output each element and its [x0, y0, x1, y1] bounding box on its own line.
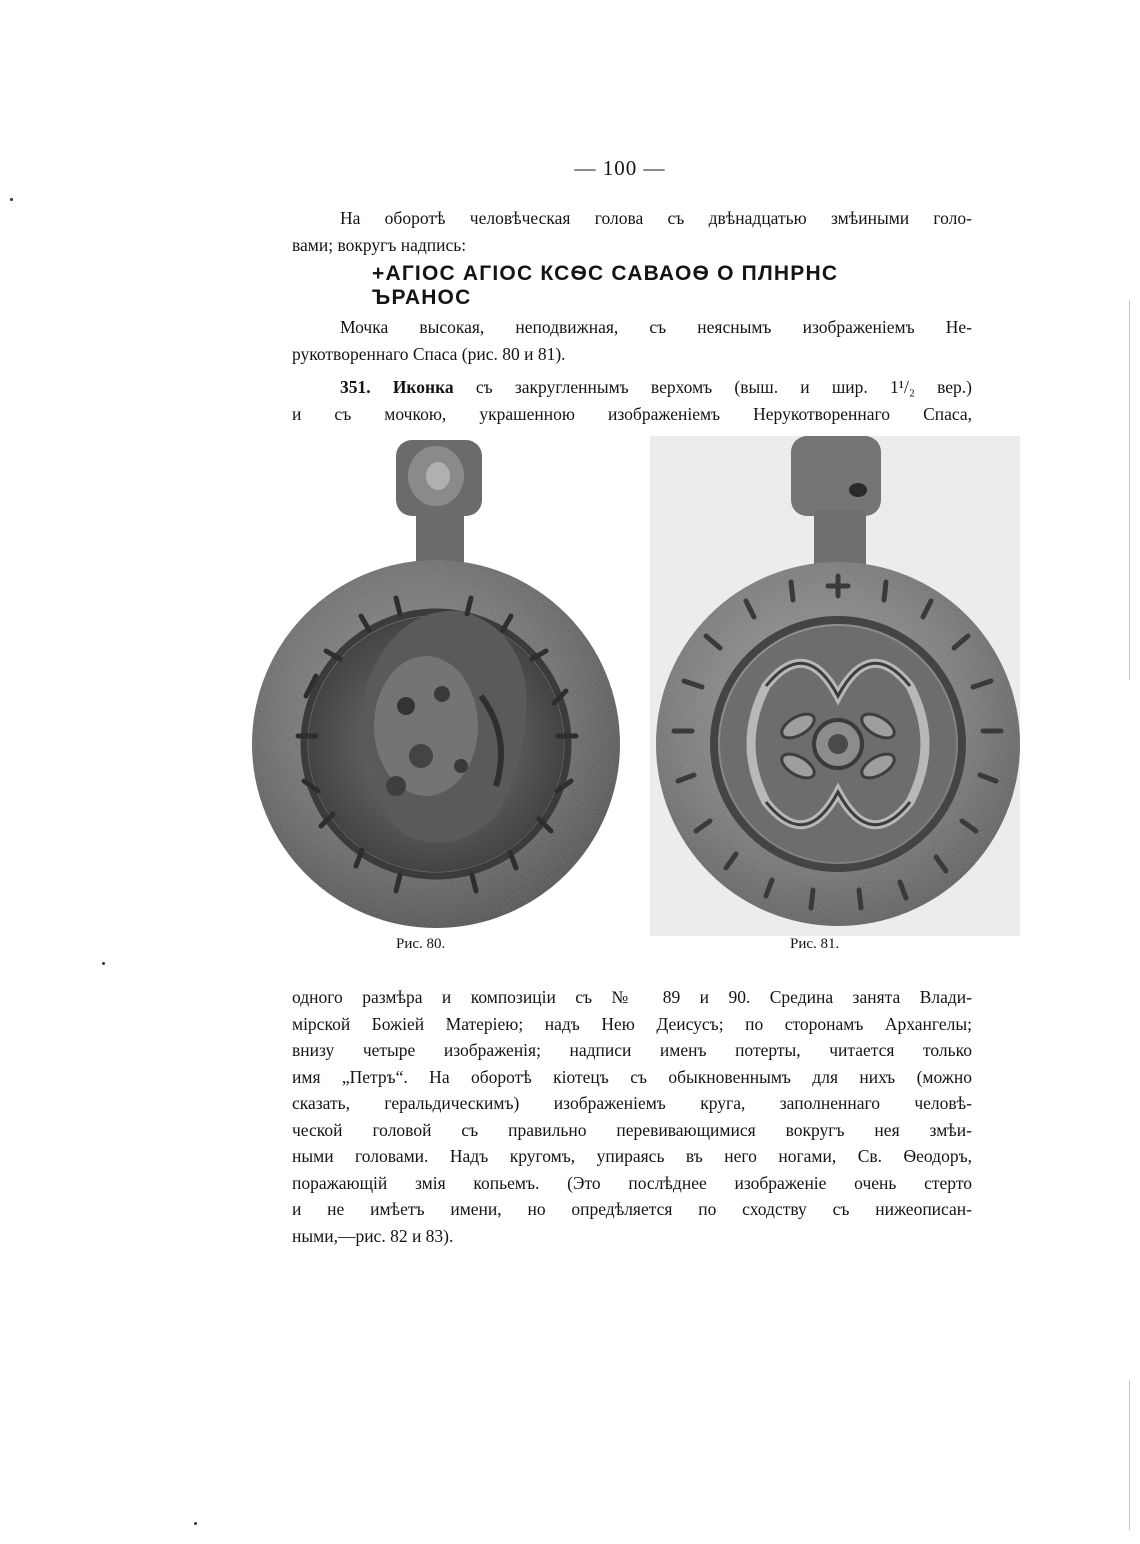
paragraph-reverse-description [292, 205, 972, 258]
text-line: рукотвореннаго Спаса (рис. 80 и 81). [292, 343, 566, 364]
scan-edge-line [1129, 1380, 1130, 1530]
page-number: — 100 — [574, 156, 666, 180]
paragraph-continuation [292, 984, 972, 1249]
figure-caption-81: Рис. 81. [790, 936, 840, 952]
item-number: 351. [340, 377, 371, 397]
text-line: ческой головой съ правильно перевивающимися вокругъ нея змѣи- [292, 1119, 972, 1140]
item-dimensions: съ закругленнымъ верхомъ (выш. и шир. 1¹/₂ вер.) [475, 377, 973, 397]
text-line: Мочка высокая, неподвижная, съ неяснымъ изображеніемъ Не- [340, 317, 972, 337]
text-line: поражающій змія копьемъ. (Это послѣднее изображеніе очень стерто [292, 1172, 972, 1193]
text-line: и съ мочкою, украшенною изображеніемъ Нерукотвореннаго Спаса, [292, 403, 972, 424]
text-line: мірской Божіей Матеріею; надъ Нею Деисусъ; по сторонамъ Архангелы; [292, 1013, 972, 1034]
figures-photograph [246, 436, 1020, 936]
text-line: На оборотѣ человѣческая голова съ двѣнадцатью змѣиными голо- [340, 208, 972, 228]
text-line: внизу четыре изображенія; надписи именъ потерты, читается только [292, 1040, 972, 1060]
paragraph-item-351 [292, 374, 972, 427]
scan-edge-line [1129, 300, 1130, 680]
scan-speck [194, 1522, 197, 1525]
medallion-figure-80 [252, 440, 620, 928]
text-line [292, 374, 972, 401]
text-line: имя „Петръ“. На оборотѣ кіотецъ съ обыкновеннымъ для нихъ (можно [292, 1066, 972, 1087]
scan-speck [10, 198, 13, 201]
paragraph-loop-description [292, 314, 972, 367]
text-line: ными головами. Надъ кругомъ, упираясь въ него ногами, Св. Ѳеодоръ, [292, 1146, 972, 1166]
text-line: вами; вокругъ надпись: [292, 234, 467, 255]
item-title: Иконка [392, 377, 454, 397]
greek-inscription: +АГІОС АГІОС КСѲС САВАОѲ О ПЛНРНС ЪРАНОС [372, 262, 839, 309]
scan-speck [102, 962, 105, 965]
text-line: сказать, геральдическимъ) изображеніемъ круга, заполненнаго человѣ- [292, 1093, 972, 1113]
text-line: одного размѣра и композиціи съ № 89 и 90. Средина занята Влади- [292, 987, 972, 1007]
text-line: ными,—рис. 82 и 83). [292, 1225, 454, 1246]
text-line: и не имѣетъ имени, но опредѣляется по сходству съ нижеописан- [292, 1199, 972, 1219]
figure-caption-80: Рис. 80. [396, 936, 446, 952]
